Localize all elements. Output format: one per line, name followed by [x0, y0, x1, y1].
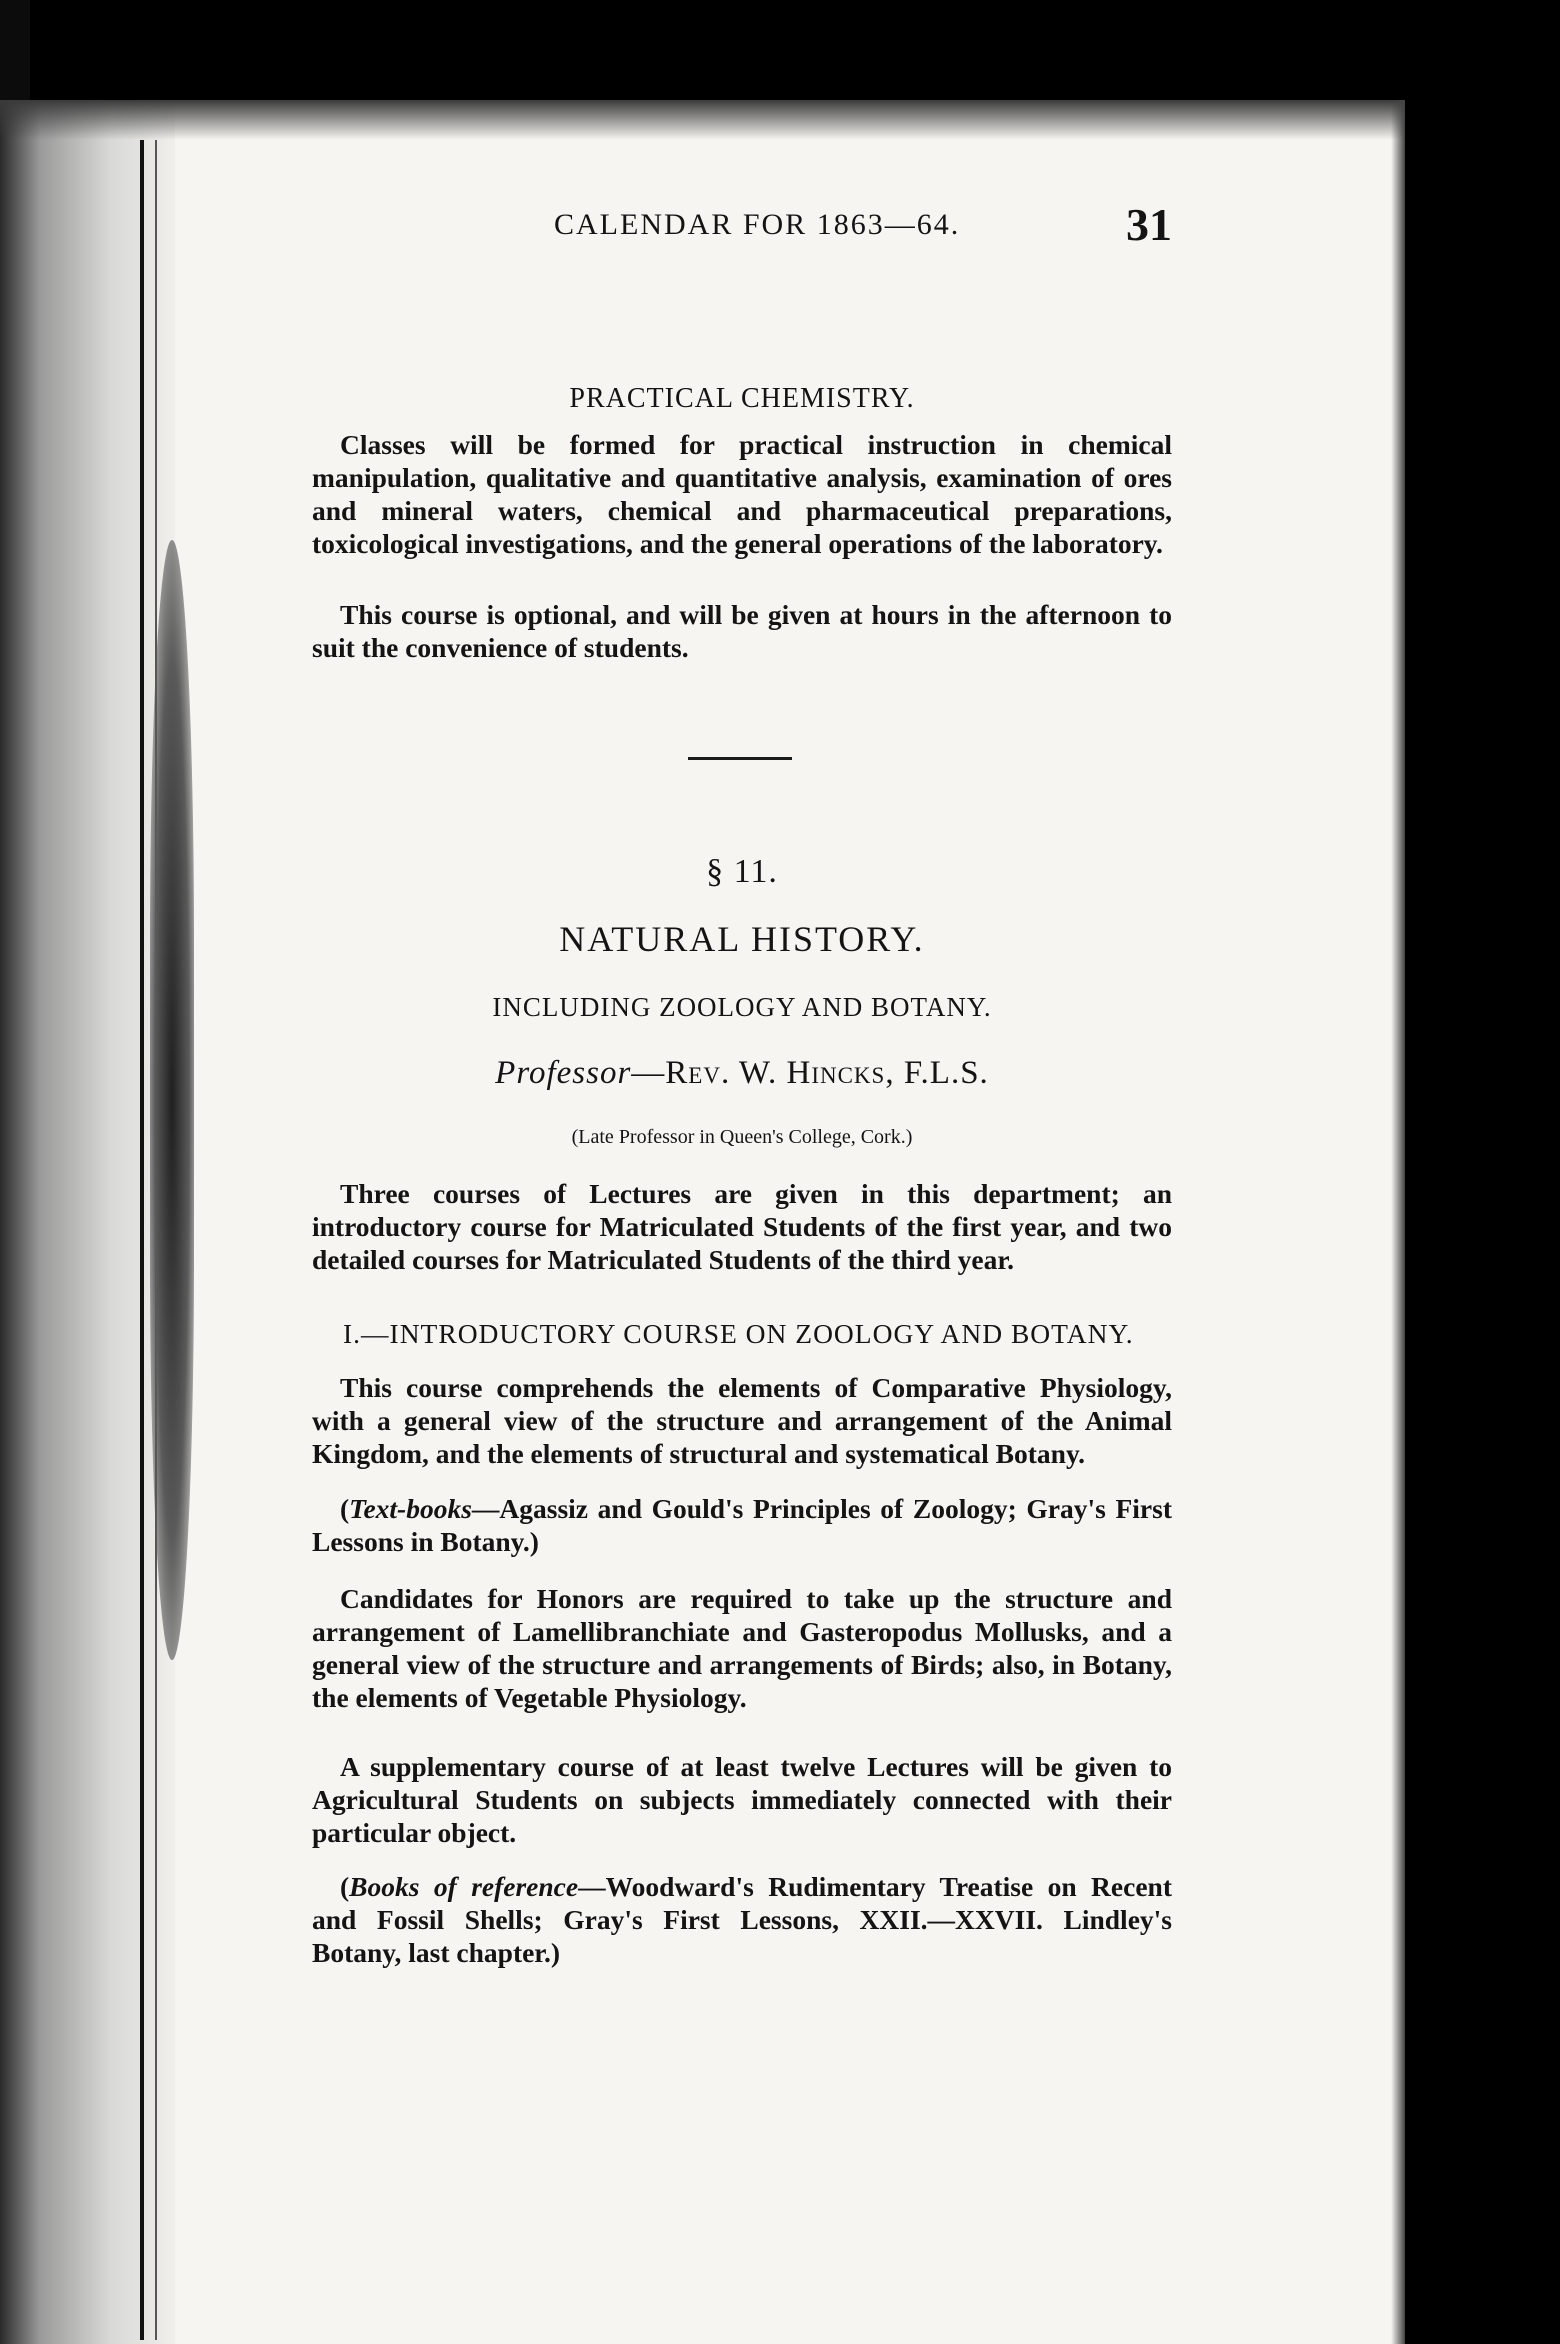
- practical-chemistry-paragraph: Classes will be formed for practical instruction in chemical manipulation, qualitative and quantitative analysis, examination of ores and mineral waters, chemical and pharmaceutical preparations, toxicological investigations, and the general operations of the laboratory.: [312, 429, 1172, 559]
- section-subtitle: INCLUDING ZOOLOGY AND BOTANY.: [492, 992, 992, 1022]
- binding-edge: [140, 140, 144, 2340]
- professor-label: Professor: [495, 1055, 632, 1091]
- course-heading: I.—INTRODUCTORY COURSE ON ZOOLOGY AND BOTANY.: [343, 1318, 1134, 1349]
- page-right-shadow: [1391, 100, 1405, 2344]
- textbooks-note: (Text-books—Agassiz and Gould's Principles of Zoology; Gray's First Lessons in Botany.): [312, 1493, 1172, 1557]
- course-description: This course comprehends the elements of Comparative Physiology, with a general view of the structure and arrangement of the Animal Kingdom, and the elements of structural and systematical Botany.: [312, 1372, 1172, 1469]
- department-intro: Three courses of Lectures are given in this department; an introductory course for Matriculated Students of the first year, and two detailed courses for Matriculated Students of the third year.: [312, 1178, 1172, 1275]
- running-head: [312, 199, 1172, 258]
- section-number: § 11.: [706, 853, 778, 890]
- references-label: Books of reference: [349, 1871, 579, 1902]
- professor-line: [312, 1055, 1172, 1092]
- supplementary-paragraph: A supplementary course of at least twelve Lectures will be given to Agricultural Students on subjects immediately connected with their particular object.: [312, 1751, 1172, 1848]
- spine-shadow: [150, 540, 194, 1660]
- references-text: —Woodward's Rudimentary Treatise on Recent and Fossil Shells; Gray's First Lessons, XXII.—XXVII. Lindley's Botany, last chapter.): [312, 1871, 1172, 1968]
- textbooks-label: Text-books: [349, 1493, 472, 1524]
- running-title: CALENDAR FOR 1863—64.: [554, 208, 961, 241]
- section-title: NATURAL HISTORY.: [559, 919, 925, 959]
- references-note: (Books of reference—Woodward's Rudimentary Treatise on Recent and Fossil Shells; Gray's First Lessons, XXII.—XXVII. Lindley's Botany, last chapter.): [312, 1871, 1172, 1968]
- section-divider: [688, 757, 792, 760]
- page-gutter: [0, 100, 175, 2344]
- professor-name: —Rev. W. Hincks, F.L.S.: [631, 1055, 989, 1091]
- page-number: 31: [1126, 199, 1172, 250]
- practical-chemistry-heading: PRACTICAL CHEMISTRY.: [569, 383, 915, 414]
- honors-paragraph: Candidates for Honors are required to take up the structure and arrangement of Lamellibranchiate and Gasteropodus Mollusks, and a general view of the structure and arrangements of Birds; also, in Botany, the elements of Vegetable Physiology.: [312, 1583, 1172, 1713]
- textbooks-text: —Agassiz and Gould's Principles of Zoology; Gray's First Lessons in Botany.): [312, 1493, 1172, 1557]
- page-top-shadow: [0, 100, 1405, 140]
- practical-chemistry-optional-paragraph: This course is optional, and will be given at hours in the afternoon to suit the convenience of students.: [312, 599, 1172, 663]
- professor-note: (Late Professor in Queen's College, Cork.): [571, 1126, 913, 1148]
